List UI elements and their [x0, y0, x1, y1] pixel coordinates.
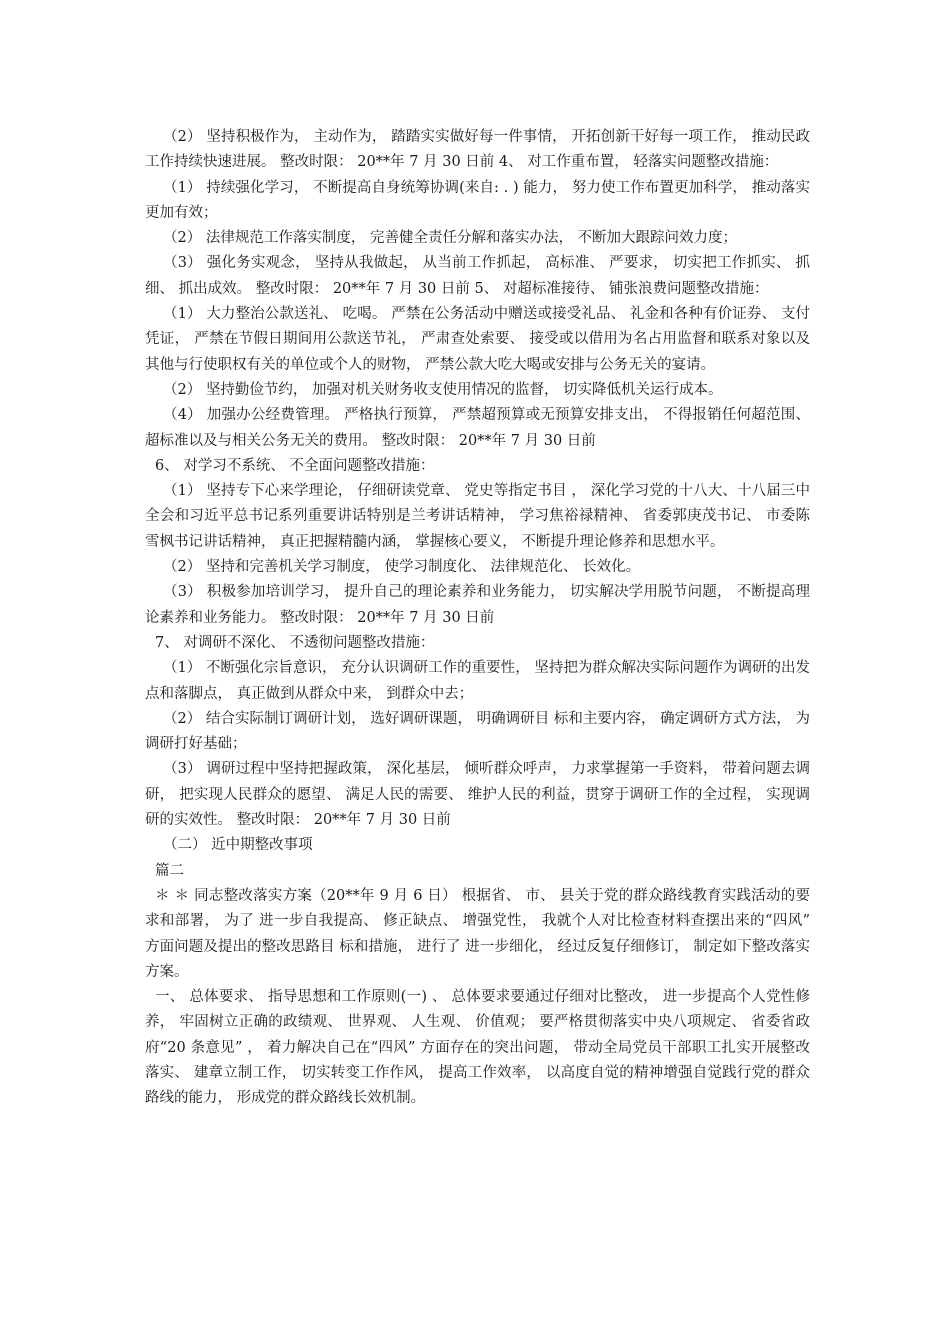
paragraph: （2） 坚持积极作为， 主动作为， 踏踏实实做好每一件事情， 开拓创新干好每一项工作， 推动民政工作持续快速进展。 整改时限： 20**年 7 月 30 日前 4、 对工作重布置， 轻落实问题整改措施：: [145, 129, 810, 171]
paragraph: （4） 加强办公经费管理。 严格执行预算， 严禁超预算或无预算安排支出， 不得报销任何超范围、 超标准以及与相关公务无关的费用。 整改时限： 20**年 7 月 30 日前: [145, 407, 810, 449]
paragraph: （3） 调研过程中坚持把握政策， 深化基层， 倾听群众呼声， 力求掌握第一手资料， 带着问题去调研， 把实现人民群众的愿望、 满足人民的需要、 维护人民的利益，贯穿于调研工作的全过程， 实现调研的实效性。 整改时限： 20**年 7 月 30 日前: [145, 761, 810, 829]
paragraph: （1） 不断强化宗旨意识， 充分认识调研工作的重要性， 坚持把为群众解决实际问题作为调研的出发点和落脚点， 真正做到从群众中来， 到群众中去；: [145, 660, 810, 702]
paragraph: （1） 持续强化学习， 不断提高自身统筹协调(来自: . ) 能力， 努力使工作布置更加科学， 推动落实更加有效；: [145, 179, 810, 221]
paragraph: ＊ ＊ 同志整改落实方案（20**年 9 月 6 日） 根据省、 市、 县关于党的群众路线教育实践活动的要求和部署， 为了 进一步自我提高、 修正缺点、 增强党性， 我就个人对比检查材料查摆出来的“四风” 方面问题及提出的整改思路目 标和措施， 进行了 进一步细化， 经过反复仔细修订， 制定如下整改落实方案。: [145, 887, 810, 980]
paragraph: （2） 坚持和完善机关学习制度， 使学习制度化、 法律规范化、 长效化。: [163, 559, 641, 576]
section-heading: （二） 近中期整改事项: [163, 837, 313, 854]
paragraph: （2） 法律规范工作落实制度， 完善健全责任分解和落实办法， 不断加大跟踪问效力度；: [163, 230, 738, 247]
section-heading: 7、 对调研不深化、 不透彻问题整改措施：: [155, 634, 435, 651]
paragraph: （2） 结合实际制订调研计划， 选好调研课题， 明确调研目 标和主要内容， 确定调研方式方法， 为调研打好基础；: [145, 710, 810, 753]
paragraph: 一、 总体要求、 指导思想和工作原则(一) 、 总体要求要通过仔细对比整改， 进一步提高个人党性修养， 牢固树立正确的政绩观、 世界观、 人生观、 价值观； 要严格贯彻落实中央八项规定、 省委省政府“20 条意见” ， 着力解决自己在“四风” 方面存在的突出问题， 带动全局党员干部职工扎实开展整改落实、 建章立制工作， 切实转变工作作风， 提高工作效率， 以高度自觉的精神增强自觉践行党的群众路线的能力， 形成党的群众路线长效机制。: [145, 989, 810, 1107]
document-page: [145, 125, 810, 1112]
paragraph: （2） 坚持勤俭节约， 加强对机关财务收支使用情况的监督， 切实降低机关运行成本。: [163, 381, 723, 398]
paragraph: （1） 坚持专下心来学理论， 仔细研读党章、 党史等指定书目 ， 深化学习党的十八大、十八届三中全会和习近平总书记系列重要讲话特别是兰考讲话精神， 学习焦裕禄精神、 省委郭庚茂书记、 市委陈雪枫书记讲话精神， 真正把握精髓内涵， 掌握核心要义， 不断提升理论修养和思想水平。: [145, 483, 810, 550]
paragraph: （3） 强化务实观念， 坚持从我做起， 从当前工作抓起， 高标准、 严要求， 切实把工作抓实、 抓细、 抓出成效。 整改时限： 20**年 7 月 30 日前 5、 对超标准接待、 铺张浪费问题整改措施：: [145, 255, 810, 297]
section-heading: 6、 对学习不系统、 不全面问题整改措施：: [155, 457, 435, 474]
part-heading: 篇二: [155, 862, 184, 879]
paragraph: （1） 大力整治公款送礼、 吃喝。 严禁在公务活动中赠送或接受礼品、 礼金和各种有价证券、 支付凭证， 严禁在节假日期间用公款送节礼， 严肃查处索要、 接受或以借用为名占用监督和联系对象以及其他与行使职权有关的单位或个人的财物， 严禁公款大吃大喝或安排与公务无关的宴请。: [145, 306, 810, 373]
paragraph: （3） 积极参加培训学习， 提升自己的理论素养和业务能力， 切实解决学用脱节问题， 不断提高理论素养和业务能力。 整改时限： 20**年 7 月 30 日前: [145, 584, 810, 626]
